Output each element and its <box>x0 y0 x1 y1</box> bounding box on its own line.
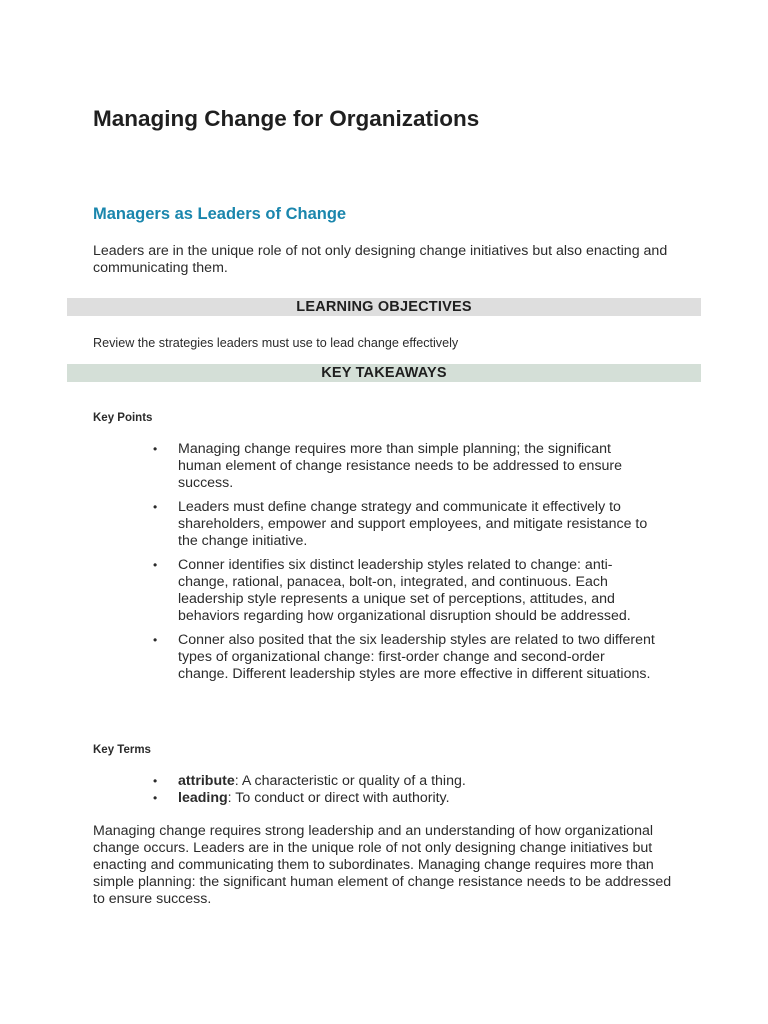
key-takeaways-banner: KEY TAKEAWAYS <box>67 364 701 382</box>
key-points-label: Key Points <box>93 412 153 424</box>
key-point-text: Conner identifies six distinct leadership styles related to change: anti-change, rational, panacea, bolt-on, integrated, and continuous. Each leadership style represents a unique set of perceptions, attitudes, and behaviors regarding how organizational disruption should be addressed. <box>178 557 631 624</box>
section-heading: Managers as Leaders of Change <box>93 205 347 223</box>
key-term-name: attribute <box>178 773 235 789</box>
key-terms-label: Key Terms <box>93 744 151 756</box>
list-item <box>153 790 658 807</box>
key-term-definition: : A characteristic or quality of a thing. <box>234 773 466 789</box>
page-title: Managing Change for Organizations <box>93 106 480 131</box>
intro-paragraph: Leaders are in the unique role of not only designing change initiatives but also enacting and communicating them. <box>93 243 668 276</box>
key-points-list <box>153 441 658 690</box>
bullet-icon: • <box>153 774 158 788</box>
list-item <box>153 632 658 683</box>
key-terms-list <box>153 773 658 807</box>
learning-objective-text: Review the strategies leaders must use to lead change effectively <box>93 336 459 350</box>
bullet-icon: • <box>153 791 158 805</box>
bullet-icon: • <box>153 442 158 456</box>
list-item <box>153 557 658 625</box>
key-term-name: leading <box>178 790 228 806</box>
bullet-icon: • <box>153 500 158 514</box>
learning-objectives-banner: LEARNING OBJECTIVES <box>67 298 701 316</box>
key-point-text: Managing change requires more than simple planning; the significant human element of change resistance needs to be addressed to ensure success. <box>178 441 623 491</box>
closing-paragraph: Managing change requires strong leadership and an understanding of how organizational change occurs. Leaders are in the unique role of not only designing change initiatives but enacting and communicating them to subordinates. Managing change requires more than simple planning: the significant human element of change resistance needs to be addressed to ensure success. <box>93 823 672 907</box>
list-item <box>153 773 658 790</box>
bullet-icon: • <box>153 558 158 572</box>
key-point-text: Leaders must define change strategy and communicate it effectively to shareholders, empower and support employees, and mitigate resistance to the change initiative. <box>178 499 648 549</box>
list-item <box>153 499 658 550</box>
bullet-icon: • <box>153 633 158 647</box>
list-item <box>153 441 658 492</box>
key-point-text: Conner also posited that the six leadership styles are related to two different types of organizational change: first-order change and second-order change. Different leadership styles are more effective in different situations. <box>178 632 655 682</box>
key-term-definition: : To conduct or direct with authority. <box>227 790 450 806</box>
